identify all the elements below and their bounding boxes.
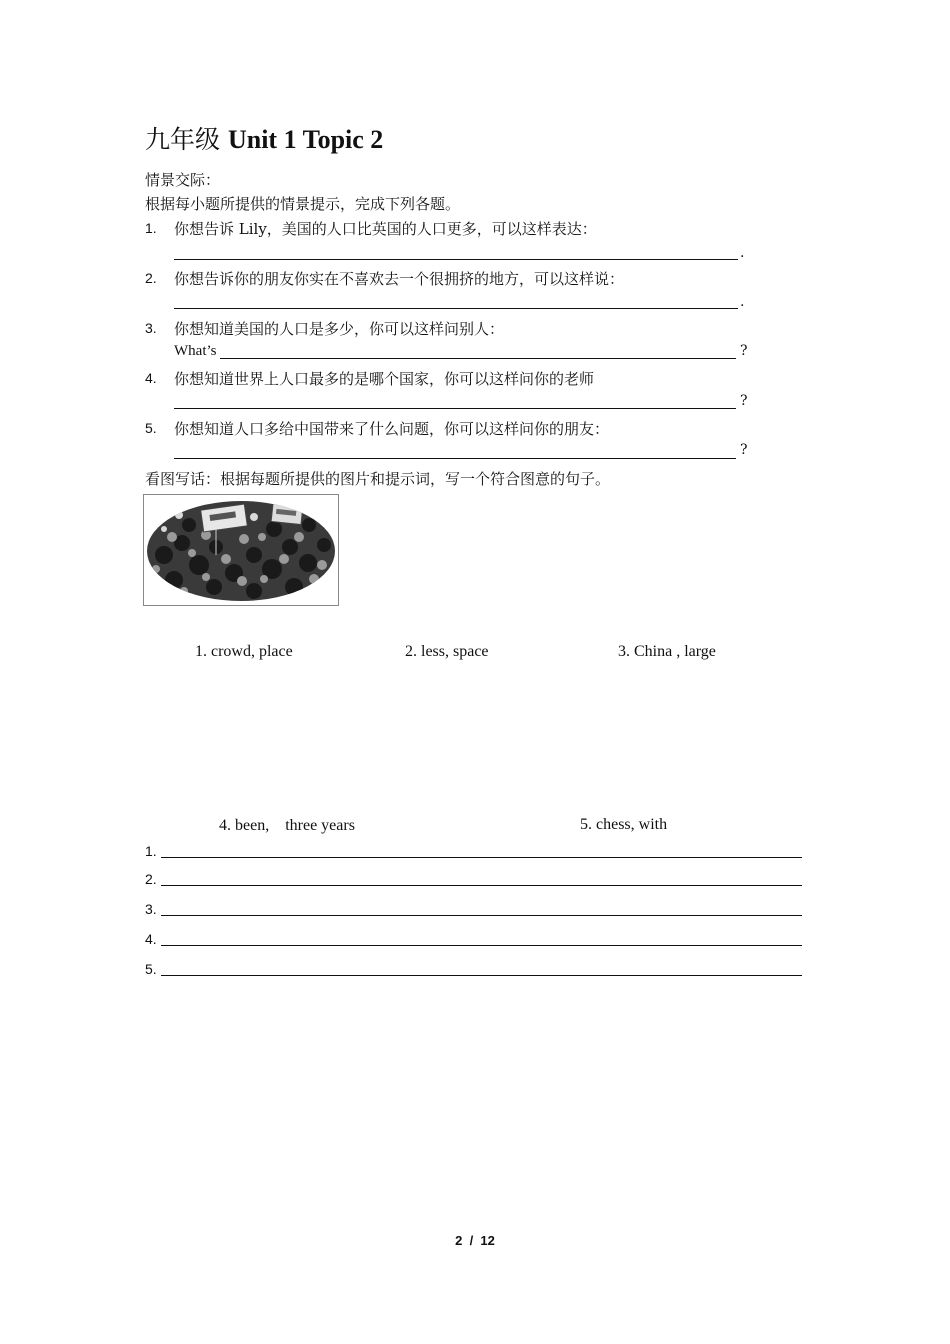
item-4-answer-line[interactable] [174,408,736,409]
answer-5-number: 5. [145,961,157,977]
hint-3: 3. China , large [618,643,716,660]
item-3-end-punct: ? [740,343,748,359]
item-3-prompt: 你想知道美国的人口是多少，你可以这样问别人： [174,320,505,338]
item-5-number: 5. [145,420,157,436]
page-number: 2 / 12 [455,1233,495,1248]
item-4-prompt: 你想知道世界上人口最多的是哪个国家，你可以这样问你的老师 [174,370,595,388]
item-1-number: 1. [145,220,157,236]
hint-1: 1. crowd, place [195,643,293,660]
item-1-answer-line[interactable] [174,259,738,260]
section2-instruction: 看图写话：根据每题所提供的图片和提示词，写一个符合图意的句子。 [145,470,611,488]
answer-3-number: 3. [145,901,157,917]
hint-2: 2. less, space [405,643,489,660]
answer-1-number: 1. [145,843,157,859]
answer-5-line[interactable] [161,975,802,976]
item-3-answer-line[interactable] [220,358,736,359]
item-5-end-punct: ? [740,442,748,458]
section1-instruction: 根据每小题所提供的情景提示，完成下列各题。 [145,195,461,213]
answer-4-number: 4. [145,931,157,947]
item-3-lead-word: What’s [174,343,217,359]
crowd-photo-illustration [144,495,338,605]
hint-4: 4. been, three years [219,817,355,834]
item-2-number: 2. [145,270,157,286]
item-1-end-punct: . [740,245,745,261]
answer-2-line[interactable] [161,885,802,886]
answer-4-line[interactable] [161,945,802,946]
title-unit: Unit 1 Topic 2 [227,125,384,154]
item-2-prompt: 你想告诉你的朋友你实在不喜欢去一个很拥挤的地方，可以这样说： [174,270,625,288]
crowd-photo [143,494,339,606]
item-1-prompt: 你想告诉 Lily，美国的人口比英国的人口更多，可以这样表达： [174,220,597,238]
item-4-end-punct: ? [740,393,748,409]
answer-3-line[interactable] [161,915,802,916]
item-2-end-punct: . [740,294,745,310]
title-prefix: 九年级 [145,125,221,154]
answer-1-line[interactable] [161,857,802,858]
answer-2-number: 2. [145,871,157,887]
item-5-prompt: 你想知道人口多给中国带来了什么问题，你可以这样问你的朋友： [174,420,610,438]
item-4-number: 4. [145,370,157,386]
section1-heading: 情景交际： [145,171,221,189]
item-3-number: 3. [145,320,157,336]
hint-5: 5. chess, with [580,816,668,833]
page-title [145,120,383,156]
item-5-answer-line[interactable] [174,458,736,459]
item-2-answer-line[interactable] [174,308,738,309]
